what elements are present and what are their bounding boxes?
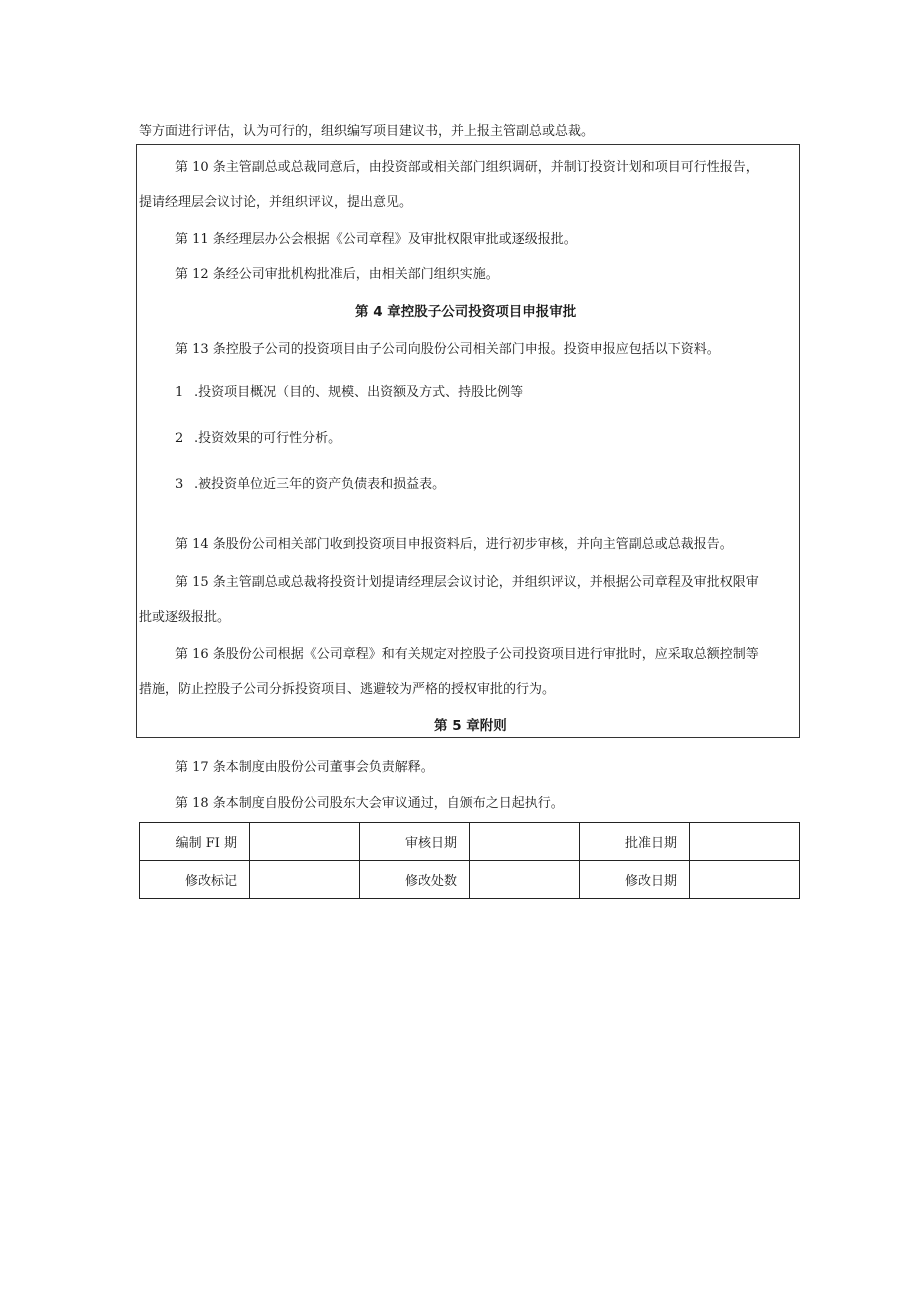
- article-15-line-2: 批或逐级报批。: [139, 610, 231, 625]
- article-10-line-1: 第 10 条主管副总或总裁同意后，由投资部或相关部门组织调研，并制订投资计划和项目可行性报告，: [175, 160, 759, 175]
- article-11: 第 11 条经理层办公会根据《公司章程》及审批权限审批或逐级报批。: [175, 232, 577, 247]
- prepared-date-label: 编制 FI 期: [140, 823, 250, 861]
- revision-date-value[interactable]: [690, 861, 800, 899]
- chapter-5-heading: 第 5 章附则: [434, 718, 507, 734]
- approval-date-value[interactable]: [690, 823, 800, 861]
- review-date-label: 审核日期: [360, 823, 470, 861]
- article-13: 第 13 条控股子公司的投资项目由子公司向股份公司相关部门申报。投资申报应包括以下资料。: [175, 342, 720, 357]
- review-date-value[interactable]: [470, 823, 580, 861]
- signoff-table: [139, 822, 800, 899]
- list-item-2-text: .投资效果的可行性分析。: [194, 431, 342, 446]
- list-item-1-number: 1: [175, 385, 184, 400]
- prepared-date-value[interactable]: [250, 823, 360, 861]
- list-item-3-number: 3: [175, 477, 184, 492]
- article-16-line-2: 措施，防止控股子公司分拆投资项目、逃避较为严格的授权审批的行为。: [139, 682, 556, 697]
- article-10-line-2: 提请经理层会议讨论，并组织评议，提出意见。: [139, 195, 413, 210]
- approval-date-label: 批准日期: [580, 823, 690, 861]
- revision-mark-label: 修改标记: [140, 861, 250, 899]
- list-item-1-text: .投资项目概况（目的、规模、出资额及方式、持股比例等: [194, 385, 524, 400]
- article-17: 第 17 条本制度由股份公司董事会负责解释。: [175, 760, 434, 775]
- revision-mark-value[interactable]: [250, 861, 360, 899]
- revision-date-label: 修改日期: [580, 861, 690, 899]
- intro-paragraph: 等方面进行评估，认为可行的，组织编写项目建议书，并上报主管副总或总裁。: [139, 124, 595, 139]
- article-15-line-1: 第 15 条主管副总或总裁将投资计划提请经理层会议讨论，并组织评议，并根据公司章程及审批权限审: [175, 575, 759, 590]
- article-14: 第 14 条股份公司相关部门收到投资项目申报资料后，进行初步审核，并向主管副总或总裁报告。: [175, 537, 733, 552]
- table-row: [140, 823, 800, 861]
- table-row: [140, 861, 800, 899]
- revision-count-label: 修改处数: [360, 861, 470, 899]
- revision-count-value[interactable]: [470, 861, 580, 899]
- chapter-4-heading: 第 4 章控股子公司投资项目申报审批: [355, 304, 577, 320]
- article-18: 第 18 条本制度自股份公司股东大会审议通过，自颁布之日起执行。: [175, 796, 564, 811]
- article-16-line-1: 第 16 条股份公司根据《公司章程》和有关规定对控股子公司投资项目进行审批时，应采取总额控制等: [175, 647, 759, 662]
- article-12: 第 12 条经公司审批机构批准后，由相关部门组织实施。: [175, 267, 499, 282]
- list-item-2-number: 2: [175, 431, 184, 446]
- list-item-3-text: .被投资单位近三年的资产负债表和损益表。: [194, 477, 446, 492]
